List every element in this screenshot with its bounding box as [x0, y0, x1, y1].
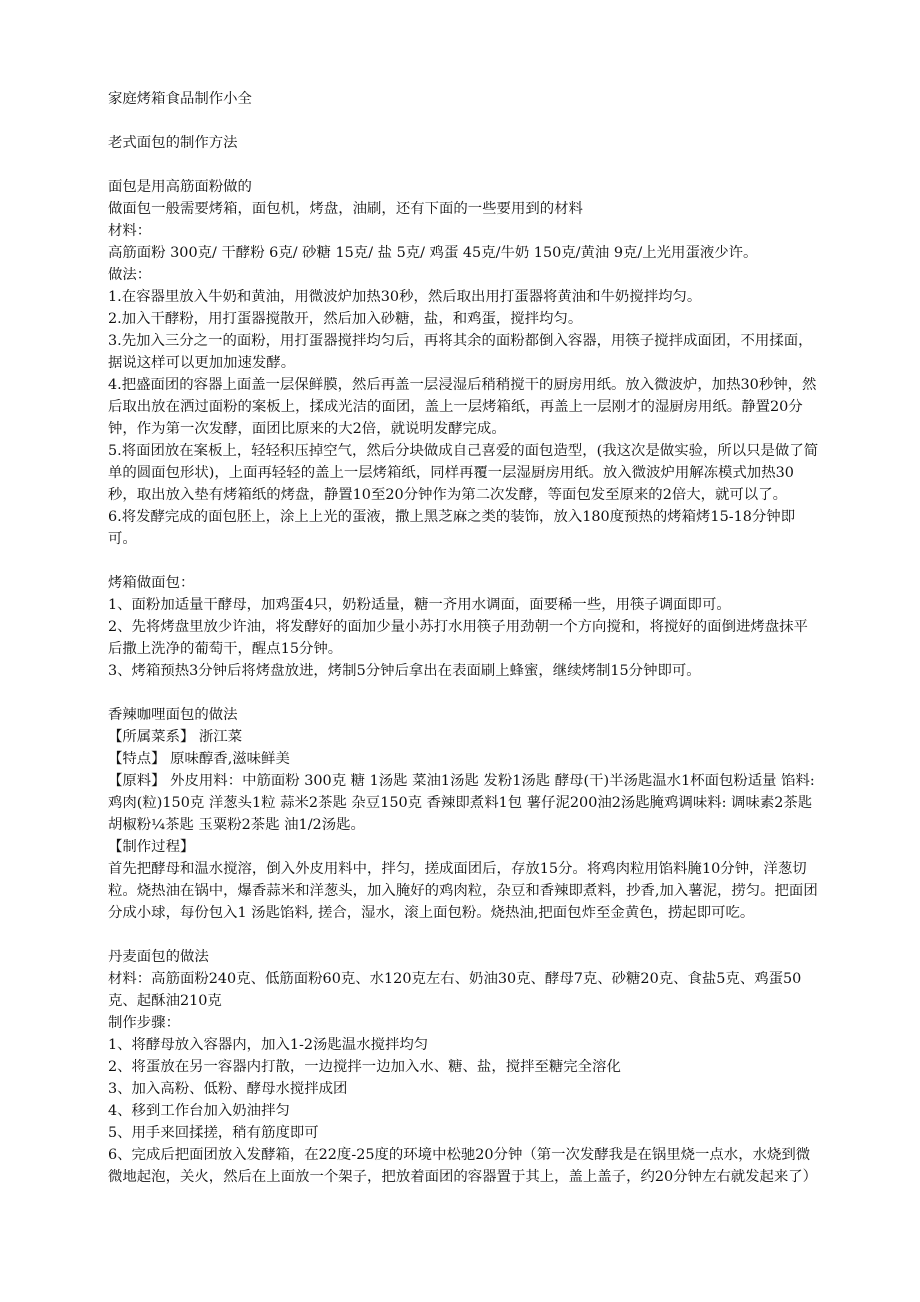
- document-sections: [108, 132, 820, 1188]
- text-line: 2、先将烤盘里放少许油，将发酵好的面加少量小苏打水用筷子用劲朝一个方向搅和，将搅好的面倒进烤盘抹平后撒上洗净的葡萄干，醒点15分钟。: [108, 619, 808, 657]
- section-gap: [108, 550, 820, 572]
- text-line: 6.将发酵完成的面包胚上，涂上上光的蛋液，撒上黑芝麻之类的装饰，放入180度预热的烤箱烤15-18分钟即可。: [108, 509, 796, 547]
- text-line: 3、加入高粉、低粉、酵母水搅拌成团: [108, 1081, 348, 1097]
- text-line: 面包是用高筋面粉做的: [108, 179, 252, 195]
- text-line: 高筋面粉 300克/ 干酵粉 6克/ 砂糖 15克/ 盐 5克/ 鸡蛋 45克/牛奶 150克/黄油 9克/上光用蛋液少许。: [108, 245, 758, 261]
- text-line: 2.加入干酵粉，用打蛋器搅散开，然后加入砂糖，盐，和鸡蛋，搅拌均匀。: [108, 311, 583, 327]
- text-line: 首先把酵母和温水搅溶，倒入外皮用料中，拌匀，搓成面团后，存放15分。将鸡肉粒用馅料腌10分钟，洋葱切粒。烧热油在锅中，爆香蒜米和洋葱头，加入腌好的鸡肉粒，杂豆和香辣即煮料，抄香,加入薯泥，捞匀。把面团分成小球，每份包入1 汤匙馅料, 搓合，湿水，滚上面包粉。烧热油,把面包炸至金黄色，捞起即可吃。: [108, 861, 818, 921]
- text-line: 4、移到工作台加入奶油拌匀: [108, 1103, 290, 1119]
- text-line: 材料：: [108, 223, 152, 239]
- text-line: 5、用手来回揉搓，稍有筋度即可: [108, 1125, 319, 1141]
- text-line: 3.先加入三分之一的面粉，用打蛋器搅拌均匀后，再将其余的面粉都倒入容器，用筷子搅拌成面团，不用揉面，据说这样可以更加加速发酵。: [108, 333, 813, 371]
- text-line: 1、将酵母放入容器内，加入1-2汤匙温水搅拌均匀: [108, 1037, 429, 1053]
- text-line: 1、面粉加适量干酵母，加鸡蛋4只，奶粉适量，糖一齐用水调面，面要稀一些，用筷子调面即可。: [108, 597, 731, 613]
- text-line: 做面包一般需要烤箱，面包机，烤盘，油刷，还有下面的一些要用到的材料: [108, 201, 583, 217]
- text-line: 2、将蛋放在另一容器内打散，一边搅拌一边加入水、糖、盐，搅拌至糖完全溶化: [108, 1059, 621, 1075]
- section-gap: [108, 682, 820, 704]
- text-line: 【所属菜系】 浙江菜: [108, 729, 243, 745]
- section-heading: 丹麦面包的做法: [108, 949, 209, 965]
- section-heading: 烤箱做面包：: [108, 575, 195, 591]
- text-line: 3、烤箱预热3分钟后将烤盘放进，烤制5分钟后拿出在表面刷上蜂蜜，继续烤制15分钟即可。: [108, 663, 701, 679]
- document-body: [108, 88, 820, 1188]
- section-heading: 老式面包的制作方法: [108, 135, 238, 151]
- text-line: 【特点】 原味醇香,滋味鲜美: [108, 751, 290, 767]
- section-heading: 香辣咖哩面包的做法: [108, 707, 238, 723]
- document-title: 家庭烤箱食品制作小全: [108, 91, 252, 107]
- text-line: 4.把盛面团的容器上面盖一层保鲜膜，然后再盖一层浸湿后稍稍搅干的厨房用纸。放入微波炉，加热30秒钟，然后取出放在洒过面粉的案板上，揉成光洁的面团，盖上一层烤箱纸，再盖上一层刚才的湿厨房用纸。静置20分钟，作为第一次发酵，面团比原来的大2倍，就说明发酵完成。: [108, 377, 817, 437]
- text-line: 1.在容器里放入牛奶和黄油，用微波炉加热30秒，然后取出用打蛋器将黄油和牛奶搅拌均匀。: [108, 289, 702, 305]
- text-line: 【原料】 外皮用料：中筋面粉 300克 糖 1汤匙 菜油1汤匙 发粉1汤匙 酵母(干)半汤匙温水1杯面包粉适量 馅料: 鸡肉(粒)150克 洋葱头1粒 蒜米2茶匙 杂豆150克 香辣即煮料1包 薯仔泥200油2汤匙腌鸡调味料: 调味素2茶匙 胡椒粉¼茶匙 玉粟粉2茶匙 油1/2汤匙。: [108, 773, 815, 833]
- text-line: [108, 154, 820, 176]
- text-line: 5.将面团放在案板上，轻轻积压掉空气，然后分块做成自己喜爱的面包造型，(我这次是做实验，所以只是做了简单的圆面包形状)，上面再轻轻的盖上一层烤箱纸，同样再覆一层湿厨房用纸。放入微波炉用解冻模式加热30秒，取出放入垫有烤箱纸的烤盘，静置10至20分钟作为第二次发酵，等面包发至原来的2倍大，就可以了。: [108, 443, 819, 503]
- section-gap: [108, 924, 820, 946]
- text-line: 制作步骤：: [108, 1015, 180, 1031]
- text-line: 【制作过程】: [108, 839, 195, 855]
- text-line: 材料：高筋面粉240克、低筋面粉60克、水120克左右、奶油30克、酵母7克、砂糖20克、食盐5克、鸡蛋50克、起酥油210克: [108, 971, 802, 1009]
- text-line: 6、完成后把面团放入发酵箱，在22度-25度的环境中松驰20分钟（第一次发酵我是在锅里烧一点水，水烧到微微地起泡，关火，然后在上面放一个架子，把放着面团的容器置于其上，盖上盖子，约20分钟左右就发起来了）: [108, 1147, 818, 1185]
- text-line: 做法：: [108, 267, 152, 283]
